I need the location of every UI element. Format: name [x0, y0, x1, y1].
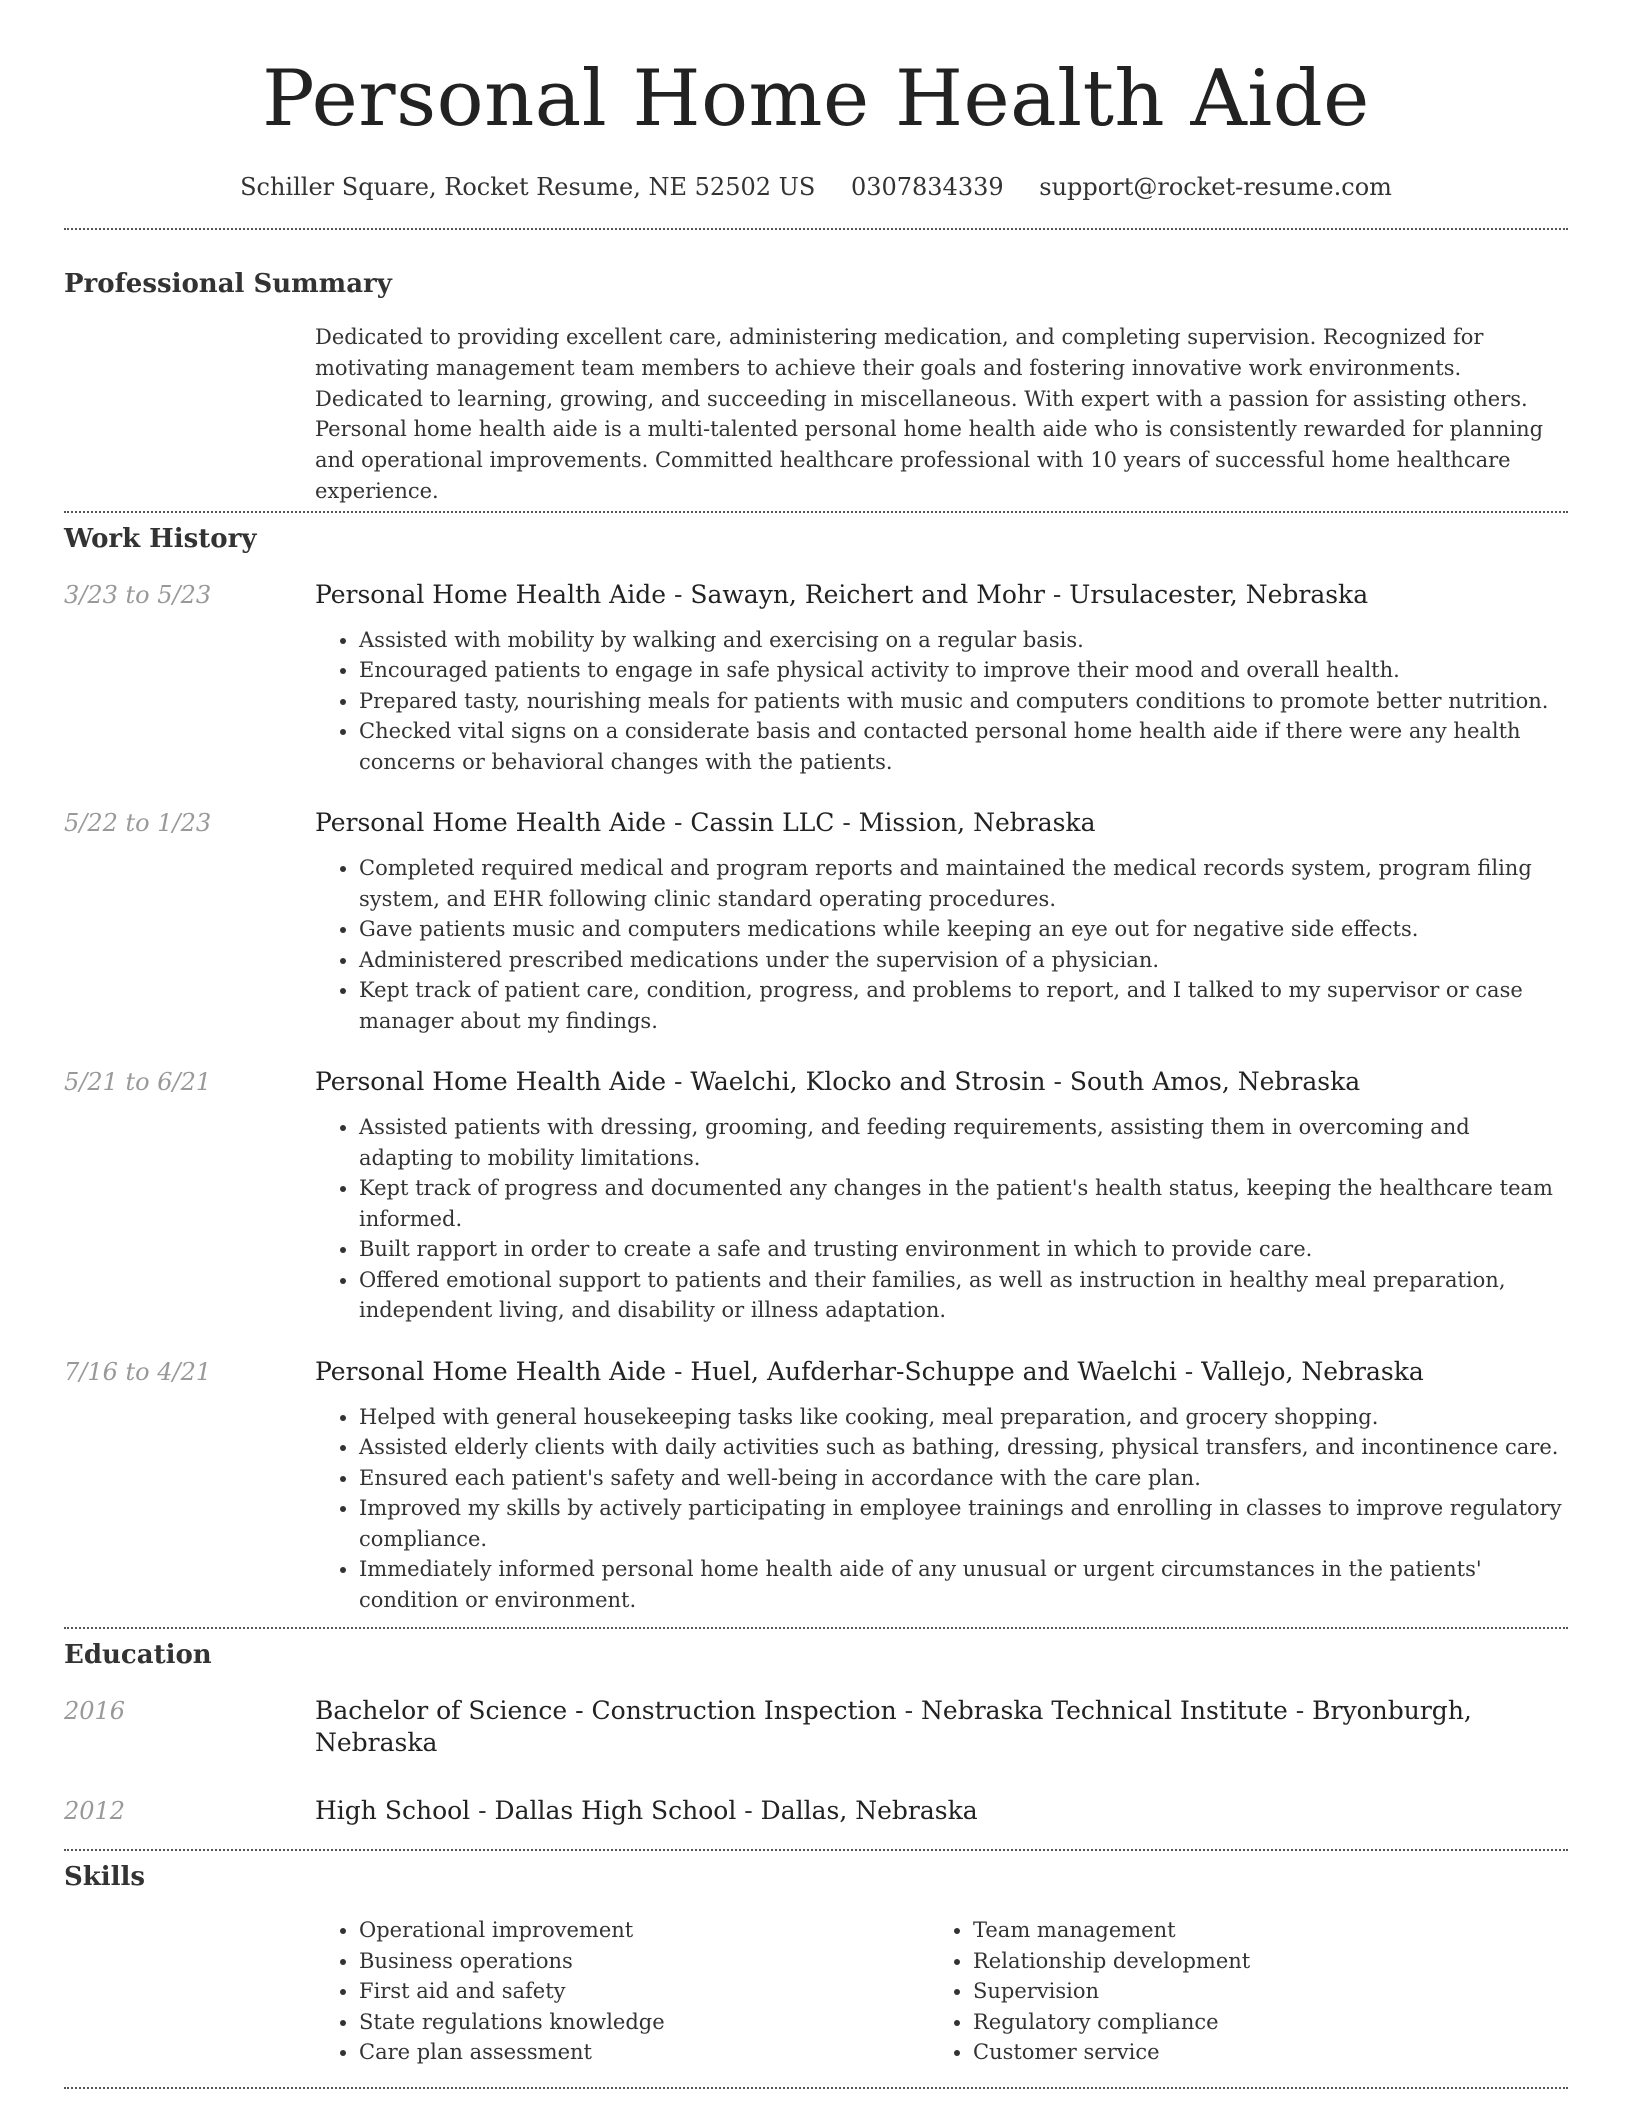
job-company: Sawayn, Reichert and Mohr	[690, 579, 1045, 609]
education-year: 2012	[64, 1797, 126, 1826]
job-entry	[64, 579, 1568, 778]
job-dates: 5/22 to 1/23	[64, 809, 212, 838]
divider	[64, 1627, 1568, 1629]
education-location: Dallas, Nebraska	[760, 1796, 978, 1826]
job-location: Mission, Nebraska	[858, 808, 1096, 838]
education-entry	[64, 1695, 1568, 1759]
skill-item: • Relationship development	[973, 1946, 1543, 1976]
job-company: Waelchi, Klocko and Strosin	[690, 1067, 1046, 1097]
job-bullets	[315, 625, 1568, 778]
job-bullets	[315, 1402, 1568, 1616]
separator: -	[736, 1796, 761, 1826]
skills-row	[64, 1915, 1568, 2067]
job-title	[315, 807, 1568, 839]
skills-columns	[315, 1915, 1568, 2067]
section-title-education: Education	[64, 1640, 212, 1671]
job-title	[315, 579, 1568, 611]
job-bullet: • Gave patients music and computers medications while keeping an eye out for negative side effects.	[359, 914, 1568, 945]
job-bullet: • Kept track of patient care, condition, progress, and problems to report, and I talked to my supervisor or case manager about my findings.	[359, 975, 1568, 1036]
separator: -	[666, 579, 691, 609]
job-bullet: • Kept track of progress and documented any changes in the patient's health status, keeping the healthcare team informed.	[359, 1173, 1568, 1234]
job-bullet: • Ensured each patient's safety and well-being in accordance with the care plan.	[359, 1463, 1568, 1494]
job-bullets	[315, 1112, 1568, 1326]
skills-list-right	[929, 1915, 1543, 2067]
education-title	[315, 1695, 1568, 1759]
job-title	[315, 1356, 1568, 1388]
job-bullet: • Encouraged patients to engage in safe physical activity to improve their mood and overall health.	[359, 655, 1568, 686]
separator: -	[896, 1696, 922, 1726]
skill-item: • Operational improvement	[359, 1915, 929, 1945]
job-bullet: • Improved my skills by actively participating in employee trainings and enrolling in classes to improve regulatory compliance.	[359, 1493, 1568, 1554]
job-bullet: • Checked vital signs on a considerate basis and contacted personal home health aide if there were any health concerns or behavioral changes with the patients.	[359, 716, 1568, 777]
job-bullet: • Prepared tasty, nourishing meals for patients with music and computers conditions to promote better nutrition.	[359, 686, 1568, 717]
job-bullet: • Offered emotional support to patients and their families, as well as instruction in healthy meal preparation, independent living, and disability or illness adaptation.	[359, 1265, 1568, 1326]
skill-item: • State regulations knowledge	[359, 2007, 929, 2037]
skill-item: • Customer service	[973, 2037, 1543, 2067]
contact-line	[64, 172, 1568, 202]
separator: -	[1045, 1067, 1070, 1097]
separator: -	[1287, 1696, 1313, 1726]
job-bullet: • Built rapport in order to create a safe and trusting environment in which to provide care.	[359, 1234, 1568, 1265]
job-entry	[64, 1066, 1568, 1326]
skill-item: • Supervision	[973, 1976, 1543, 2006]
separator: -	[1176, 1356, 1202, 1386]
job-bullets	[315, 853, 1568, 1036]
education-school: Dallas High School	[494, 1796, 737, 1826]
skills-list-left	[315, 1915, 929, 2067]
education-year: 2016	[64, 1697, 126, 1726]
skill-item: • Regulatory compliance	[973, 2007, 1543, 2037]
divider	[64, 511, 1568, 513]
education-title	[315, 1795, 1568, 1827]
resume-name: Personal Home Health Aide	[262, 54, 1370, 144]
summary-spacer	[64, 322, 315, 507]
summary-text: Dedicated to providing excellent care, administering medication, and completing supervision. Recognized for motivating management team members to achieve their goals and fostering innovative work environments. Dedicated to learning, growing, and succeeding in miscellaneous. With expert with a passion for assisting others. Personal home health aide is a multi-talented personal home health aide who is consistently rewarded for planning and operational improvements. Committed healthcare professional with 10 years of successful home healthcare experience.	[315, 325, 1544, 503]
job-company: Cassin LLC	[690, 808, 835, 838]
job-bullet: • Immediately informed personal home health aide of any unusual or urgent circumstances in the patients' condition or environment.	[359, 1554, 1568, 1615]
job-title	[315, 1066, 1568, 1098]
divider	[64, 1849, 1568, 1851]
separator: -	[1044, 579, 1070, 609]
job-position: Personal Home Health Aide	[315, 808, 667, 838]
job-bullet: • Assisted elderly clients with daily activities such as bathing, dressing, physical transfers, and incontinence care.	[359, 1432, 1568, 1463]
education-entry	[64, 1795, 1568, 1827]
job-position: Personal Home Health Aide	[315, 1067, 667, 1097]
job-bullet: • Completed required medical and program reports and maintained the medical records system, program filing system, and EHR following clinic standard operating procedures.	[359, 853, 1568, 914]
job-position: Personal Home Health Aide	[315, 579, 667, 609]
education-degree: High School	[315, 1796, 471, 1826]
job-location: South Amos, Nebraska	[1069, 1067, 1361, 1097]
section-title-skills: Skills	[64, 1862, 146, 1893]
education-school: Nebraska Technical Institute	[921, 1696, 1288, 1726]
separator: -	[666, 808, 691, 838]
job-bullet: • Helped with general housekeeping tasks like cooking, meal preparation, and grocery shopping.	[359, 1402, 1568, 1433]
job-bullet: • Assisted patients with dressing, grooming, and feeding requirements, assisting them in overcoming and adapting to mobility limitations.	[359, 1112, 1568, 1173]
job-company: Huel, Aufderhar-Schuppe and Waelchi	[690, 1356, 1177, 1386]
separator: -	[666, 1356, 691, 1386]
section-title-summary: Professional Summary	[64, 269, 392, 299]
skill-item: • Care plan assessment	[359, 2037, 929, 2067]
job-dates: 5/21 to 6/21	[64, 1068, 212, 1097]
skill-item: • Team management	[973, 1915, 1543, 1945]
contact-email: support@rocket-resume.com	[1039, 173, 1392, 201]
job-position: Personal Home Health Aide	[315, 1356, 667, 1386]
separator: -	[834, 808, 859, 838]
job-bullet: • Administered prescribed medications under the supervision of a physician.	[359, 945, 1568, 976]
job-dates: 7/16 to 4/21	[64, 1357, 212, 1386]
job-dates: 3/23 to 5/23	[64, 580, 212, 609]
summary-row	[64, 322, 1568, 507]
job-location: Vallejo, Nebraska	[1201, 1356, 1424, 1386]
skills-spacer	[64, 1915, 315, 2067]
job-location: Ursulacester, Nebraska	[1069, 579, 1369, 609]
education-location: Bryonburgh, Nebraska	[315, 1696, 1472, 1758]
divider	[64, 228, 1568, 230]
skill-item: • First aid and safety	[359, 1976, 929, 2006]
resume-page	[64, 0, 1568, 2089]
contact-address: Schiller Square, Rocket Resume, NE 52502 US	[240, 173, 816, 201]
job-bullet: • Assisted with mobility by walking and exercising on a regular basis.	[359, 625, 1568, 656]
job-entry	[64, 1356, 1568, 1616]
divider	[64, 2087, 1568, 2089]
job-entry	[64, 807, 1568, 1036]
skill-item: • Business operations	[359, 1946, 929, 1976]
separator: -	[470, 1796, 495, 1826]
separator: -	[666, 1067, 691, 1097]
education-degree: Bachelor of Science - Construction Inspection	[315, 1696, 897, 1726]
contact-phone: 0307834339	[850, 173, 1004, 201]
section-title-work: Work History	[64, 523, 257, 554]
